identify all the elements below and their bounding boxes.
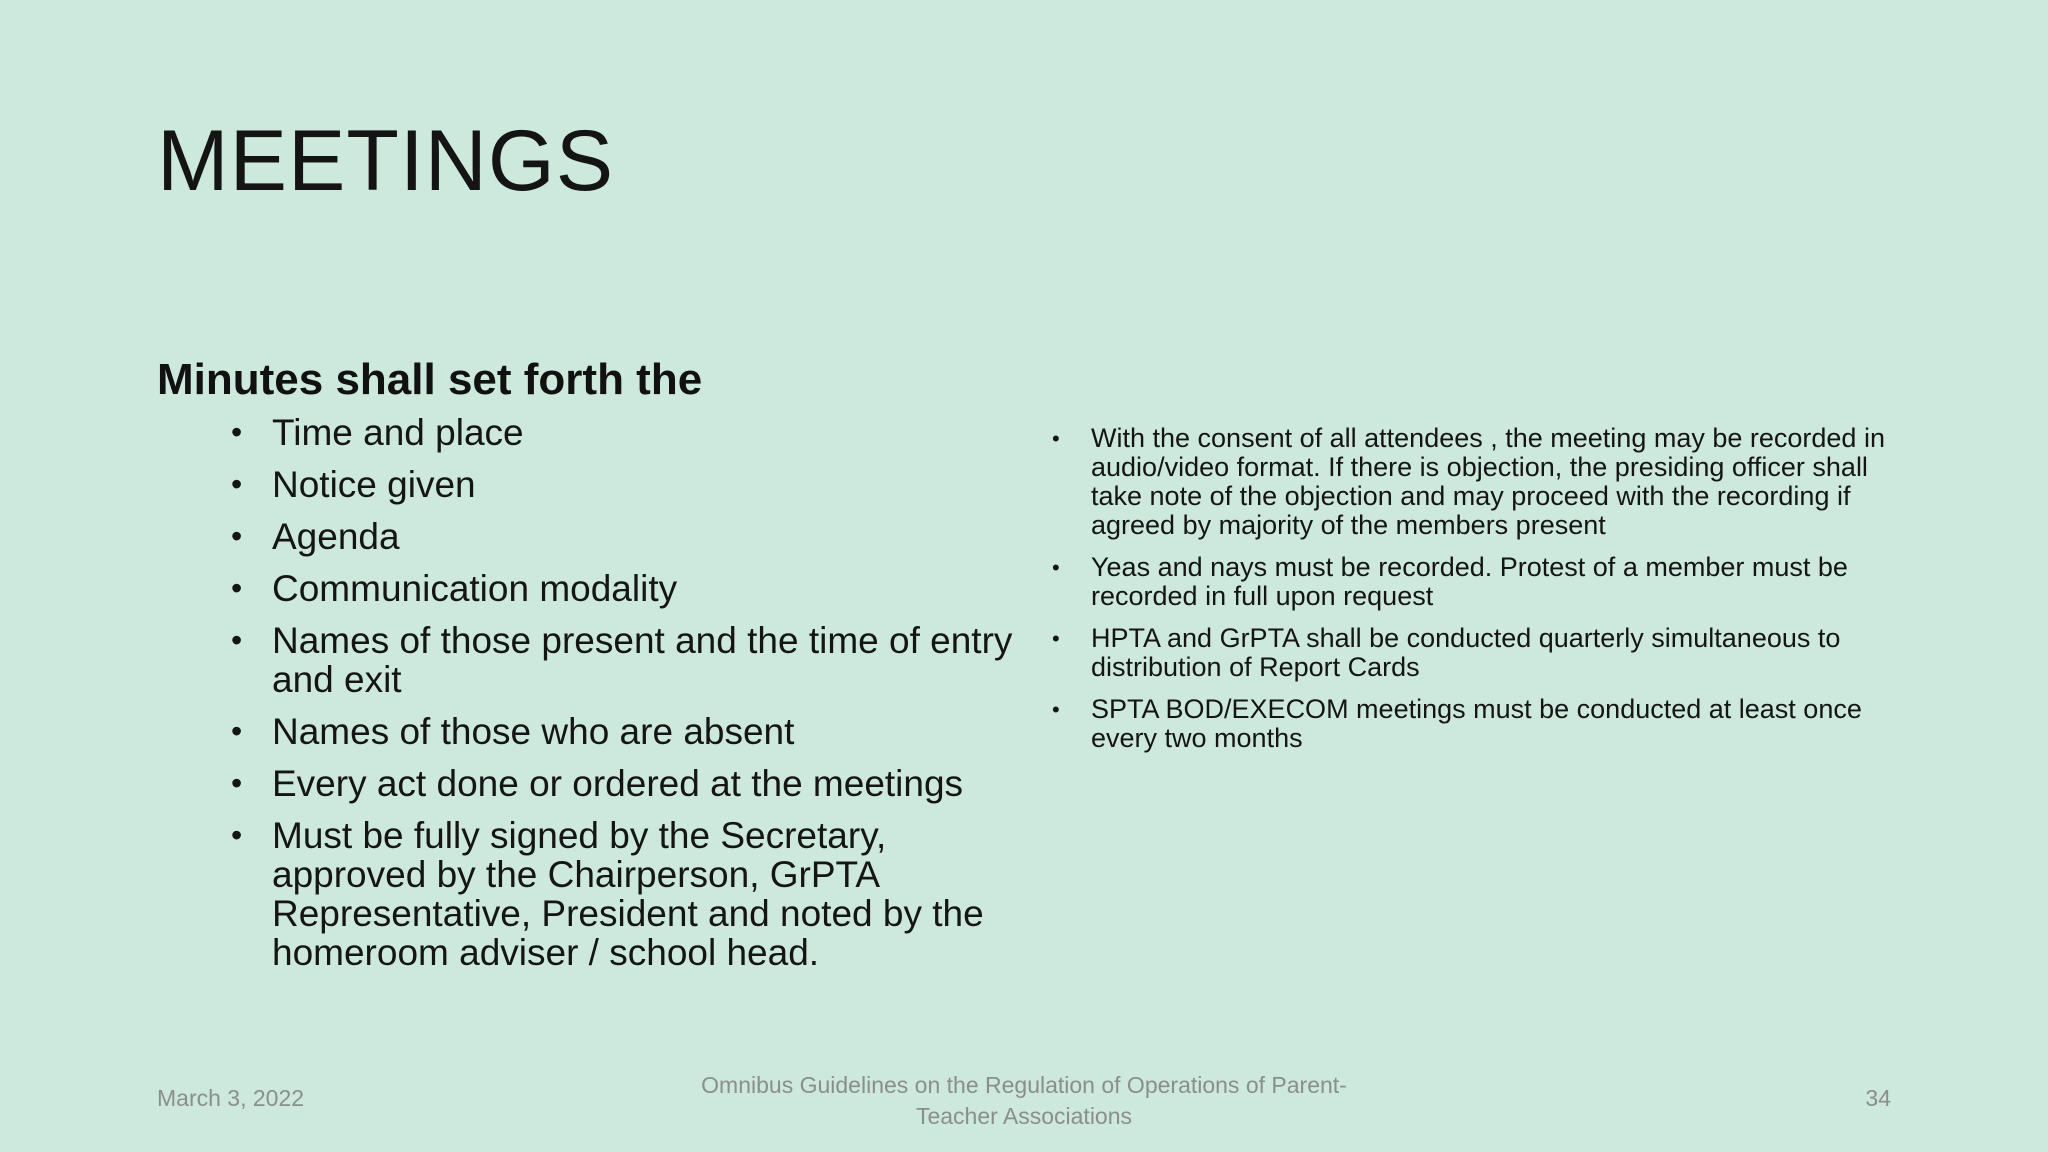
- list-item-text: Yeas and nays must be recorded. Protest of a member must be recorded in full upon request: [1091, 552, 1848, 611]
- list-item: [157, 621, 1017, 699]
- list-item-text: HPTA and GrPTA shall be conducted quarterly simultaneous to distribution of Report Cards: [1091, 623, 1841, 682]
- list-item-text: Names of those present and the time of entry and exit: [272, 620, 1013, 700]
- list-item: [157, 816, 1017, 972]
- list-item: [1050, 424, 1900, 540]
- list-item-text: Agenda: [272, 516, 400, 557]
- list-item-text: With the consent of all attendees , the meeting may be recorded in audio/video format. If there is objection, the presiding officer shall take note of the objection and may proceed with the recording if agreed by majority of the members present: [1091, 423, 1885, 540]
- list-item-text: Must be fully signed by the Secretary, approved by the Chairperson, GrPTA Representative, President and noted by the homeroom adviser / school head.: [272, 815, 984, 973]
- list-item-text: Communication modality: [272, 568, 678, 609]
- bullet-icon: •: [1052, 697, 1060, 722]
- bullet-icon: •: [231, 466, 243, 502]
- list-item-text: Names of those who are absent: [272, 711, 795, 752]
- footer-date: March 3, 2022: [157, 1085, 305, 1111]
- left-content: [157, 352, 1017, 985]
- bullet-icon: •: [231, 713, 243, 749]
- bullet-icon: •: [231, 414, 243, 450]
- bullet-icon: •: [231, 817, 243, 853]
- right-bullet-list: [1050, 424, 1900, 753]
- right-content: [1050, 424, 1900, 766]
- list-item: [157, 517, 1017, 556]
- list-item: [157, 465, 1017, 504]
- list-item: [157, 569, 1017, 608]
- list-item-text: SPTA BOD/EXECOM meetings must be conducted at least once every two months: [1091, 694, 1862, 753]
- list-item-text: Time and place: [272, 412, 524, 453]
- footer-document-title: [624, 1070, 1424, 1132]
- bullet-icon: •: [231, 765, 243, 801]
- bullet-icon: •: [231, 570, 243, 606]
- list-item: [157, 712, 1017, 751]
- bullet-icon: •: [1052, 426, 1060, 451]
- list-item: [1050, 695, 1900, 753]
- bullet-icon: •: [1052, 626, 1060, 651]
- list-item: [1050, 624, 1900, 682]
- list-item-text: Every act done or ordered at the meetings: [272, 763, 964, 804]
- slide-title: MEETINGS: [157, 113, 615, 209]
- list-item: [1050, 553, 1900, 611]
- bullet-icon: •: [231, 622, 243, 658]
- bullet-icon: •: [231, 518, 243, 554]
- list-item-text: Notice given: [272, 464, 476, 505]
- page-number: 34: [1865, 1085, 1891, 1111]
- left-bullet-list: [157, 413, 1017, 972]
- bullet-icon: •: [1052, 555, 1060, 580]
- list-item: [157, 764, 1017, 803]
- footer-title-line-2: Teacher Associations: [915, 1103, 1133, 1129]
- list-item: [157, 413, 1017, 452]
- left-heading: Minutes shall set forth the: [157, 355, 703, 404]
- footer-title-line-1: Omnibus Guidelines on the Regulation of Operations of Parent-: [701, 1072, 1347, 1098]
